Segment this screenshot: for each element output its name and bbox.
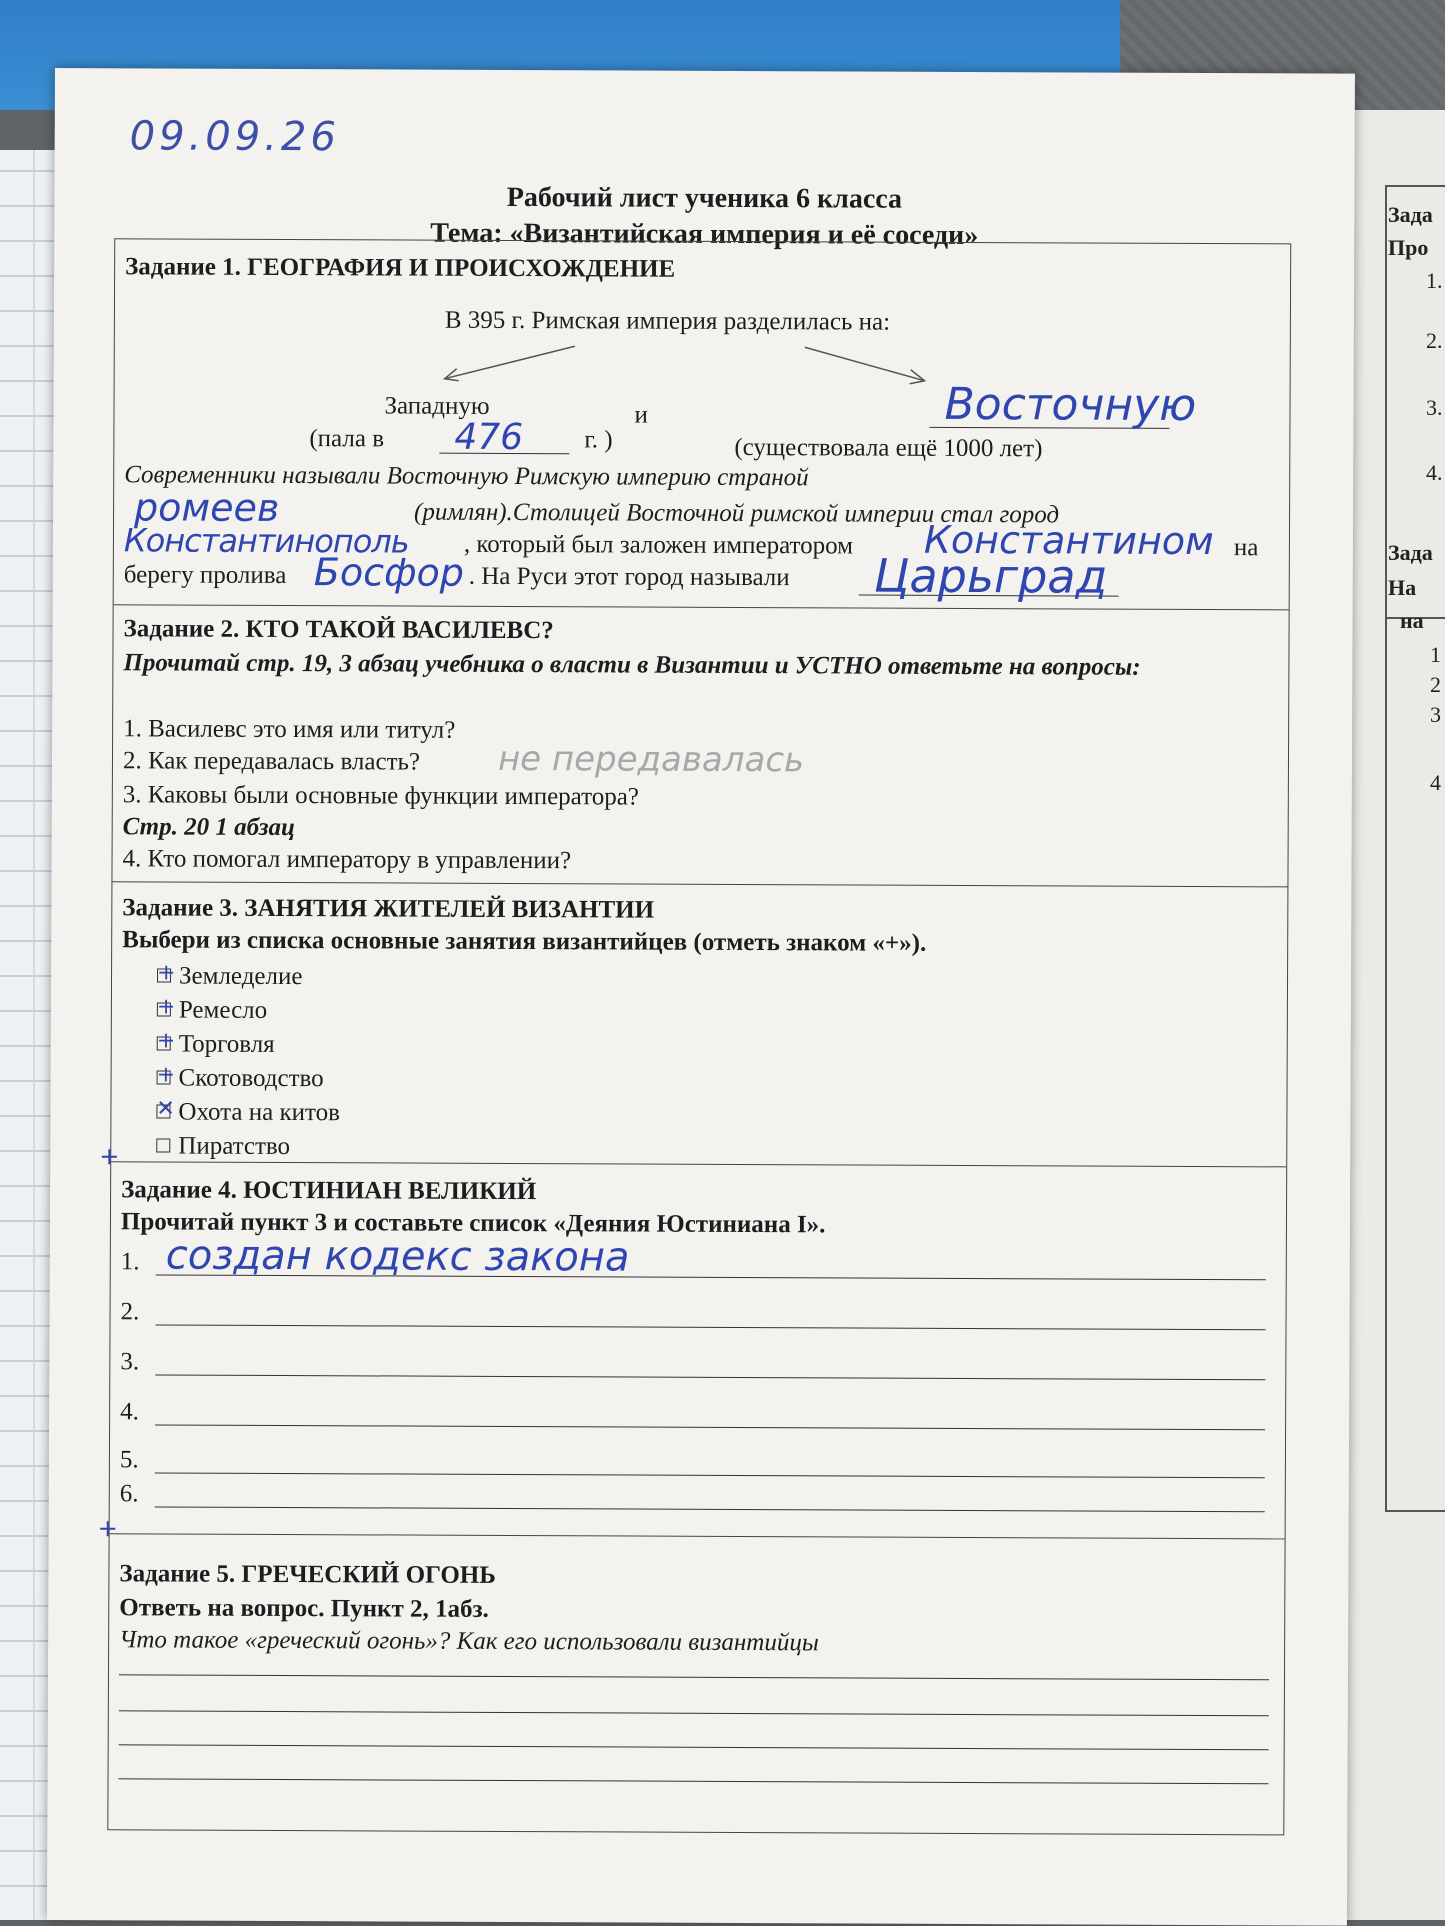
option-whaling[interactable]: Охота на китов — [156, 1098, 340, 1127]
contemporaries-text: Современники называли Восточную Римскую империю страной — [124, 461, 809, 492]
item-number: 6. — [119, 1480, 139, 1508]
cross-mark: ✕ — [156, 1096, 175, 1122]
year-answer: 476 — [454, 416, 524, 459]
plus-mark: + — [99, 1142, 120, 1171]
option-crafts[interactable]: Ремесло — [157, 996, 267, 1024]
answer-line[interactable] — [119, 1744, 1269, 1750]
and-word: и — [634, 401, 648, 429]
founded-text: , который был заложен императором — [463, 530, 854, 560]
answer-line-2[interactable] — [156, 1324, 1266, 1330]
task-1-section — [114, 239, 1291, 609]
adjacent-text: 4. — [1426, 460, 1443, 485]
adjacent-worksheet-page — [1340, 110, 1445, 1920]
task-2-section — [112, 604, 1288, 887]
answer-line-6[interactable] — [155, 1506, 1265, 1512]
shore-text: берегу пролива — [123, 561, 287, 590]
task-5-section — [97, 1514, 1284, 1835]
question-1: 1. Василевс это имя или титул? — [123, 715, 456, 744]
page-reference: Стр. 20 1 абзац — [122, 813, 296, 842]
emperor-answer: Константином — [923, 517, 1214, 564]
question-4: 4. Кто помогал императору в управлении? — [122, 845, 572, 875]
plus-mark: + — [97, 1514, 118, 1543]
plus-mark: + — [156, 994, 176, 1020]
question-2: 2. Как передавалась власть? — [122, 747, 421, 776]
fell-prefix: (пала в — [309, 425, 385, 453]
item-number: 5. — [119, 1446, 139, 1474]
answer-line[interactable] — [119, 1710, 1269, 1716]
country-answer: ромеев — [133, 485, 280, 530]
task-1-title: Задание 1. ГЕОГРАФИЯ И ПРОИСХОЖДЕНИЕ — [125, 253, 676, 283]
task-3-section — [111, 881, 1287, 1167]
task-5-question: Что такое «греческий огонь»? Как его использовали византийцы — [119, 1626, 819, 1657]
option-cattle[interactable]: Скотоводство — [157, 1064, 324, 1093]
deeds-answer-1: создан кодекс закона — [165, 1232, 630, 1281]
answer-line-3[interactable] — [155, 1374, 1265, 1380]
adjacent-text: 1. — [1426, 268, 1443, 293]
task-2-title: Задание 2. КТО ТАКОЙ ВАСИЛЕВС? — [123, 615, 554, 645]
adjacent-text: 4 — [1430, 770, 1441, 795]
plus-mark: + — [156, 960, 176, 986]
question-3: 3. Каковы были основные функции императора? — [122, 781, 640, 811]
answer-line-5[interactable] — [155, 1472, 1265, 1478]
answer-line[interactable] — [119, 1674, 1269, 1680]
adjacent-text: Зада — [1388, 540, 1433, 565]
adjacent-text: На — [1388, 575, 1417, 600]
split-arrows — [435, 341, 955, 393]
option-piracy[interactable]: Пиратство — [156, 1132, 290, 1161]
adjacent-text: 3. — [1426, 395, 1443, 420]
task-3-instruction: Выбери из списка основные занятия византийцев (отметь знаком «+»). — [122, 926, 927, 957]
task-5-instruction: Ответь на вопрос. Пункт 2, 1абз. — [119, 1594, 489, 1623]
option-farming[interactable]: Земледелие — [157, 962, 303, 991]
rus-text: . На Руси этот город называли — [468, 562, 790, 592]
adjacent-text: 3 — [1430, 702, 1441, 727]
item-number: 4. — [120, 1398, 139, 1426]
adjacent-text: 1 — [1430, 642, 1441, 667]
answer-line[interactable] — [119, 1778, 1269, 1784]
checkbox[interactable] — [156, 1139, 170, 1153]
answer-line-4[interactable] — [155, 1424, 1265, 1430]
worksheet-title: Рабочий лист ученика 6 класса — [506, 181, 903, 215]
east-answer: Восточную — [944, 378, 1197, 431]
tasks-frame — [97, 238, 1291, 1835]
item-number: 1. — [120, 1248, 140, 1276]
na-word: на — [1233, 534, 1259, 562]
fell-suffix: г. ) — [584, 426, 613, 454]
adjacent-text: Зада — [1388, 202, 1433, 227]
handwritten-date: 09.09.26 — [129, 113, 340, 161]
plus-mark: + — [156, 1062, 176, 1088]
task-1-intro: В 395 г. Римская империя разделилась на: — [444, 306, 891, 336]
item-number: 3. — [120, 1348, 140, 1376]
adjacent-text: Про — [1388, 235, 1429, 260]
city-answer: Константинополь — [123, 521, 409, 561]
task-2-instruction: Прочитай стр. 19, 3 абзац учебника о власти в Византии и УСТНО ответьте на вопросы: — [123, 649, 1141, 681]
adjacent-text: 2. — [1426, 328, 1443, 353]
adjacent-text: 2 — [1430, 672, 1441, 697]
task-5-title: Задание 5. ГРЕЧЕСКИЙ ОГОНЬ — [119, 1560, 496, 1589]
romans-text: (римлян).Столицей Восточной римской империи стал город — [414, 498, 1060, 529]
rus-name-answer: Царьград — [873, 548, 1108, 604]
worksheet — [47, 68, 1355, 1926]
worksheet-topic: Тема: «Византийская империя и её соседи» — [430, 217, 979, 252]
task-3-title: Задание 3. ЗАНЯТИЯ ЖИТЕЛЕЙ ВИЗАНТИИ — [122, 894, 655, 924]
pencil-answer: не передавалась — [497, 738, 805, 781]
strait-answer: Босфор — [313, 550, 464, 595]
adjacent-text: на — [1400, 608, 1424, 633]
existed-note: (существовала ещё 1000 лет) — [734, 433, 1043, 463]
option-trade[interactable]: Торговля — [157, 1030, 275, 1059]
plus-mark: + — [156, 1028, 176, 1054]
west-empire-label: Западную — [384, 392, 490, 420]
item-number: 2. — [120, 1298, 140, 1326]
task-4-title: Задание 4. ЮСТИНИАН ВЕЛИКИЙ — [121, 1176, 537, 1206]
task-4-instruction: Прочитай пункт 3 и составьте список «Деяния Юстиниана I». — [120, 1208, 826, 1239]
